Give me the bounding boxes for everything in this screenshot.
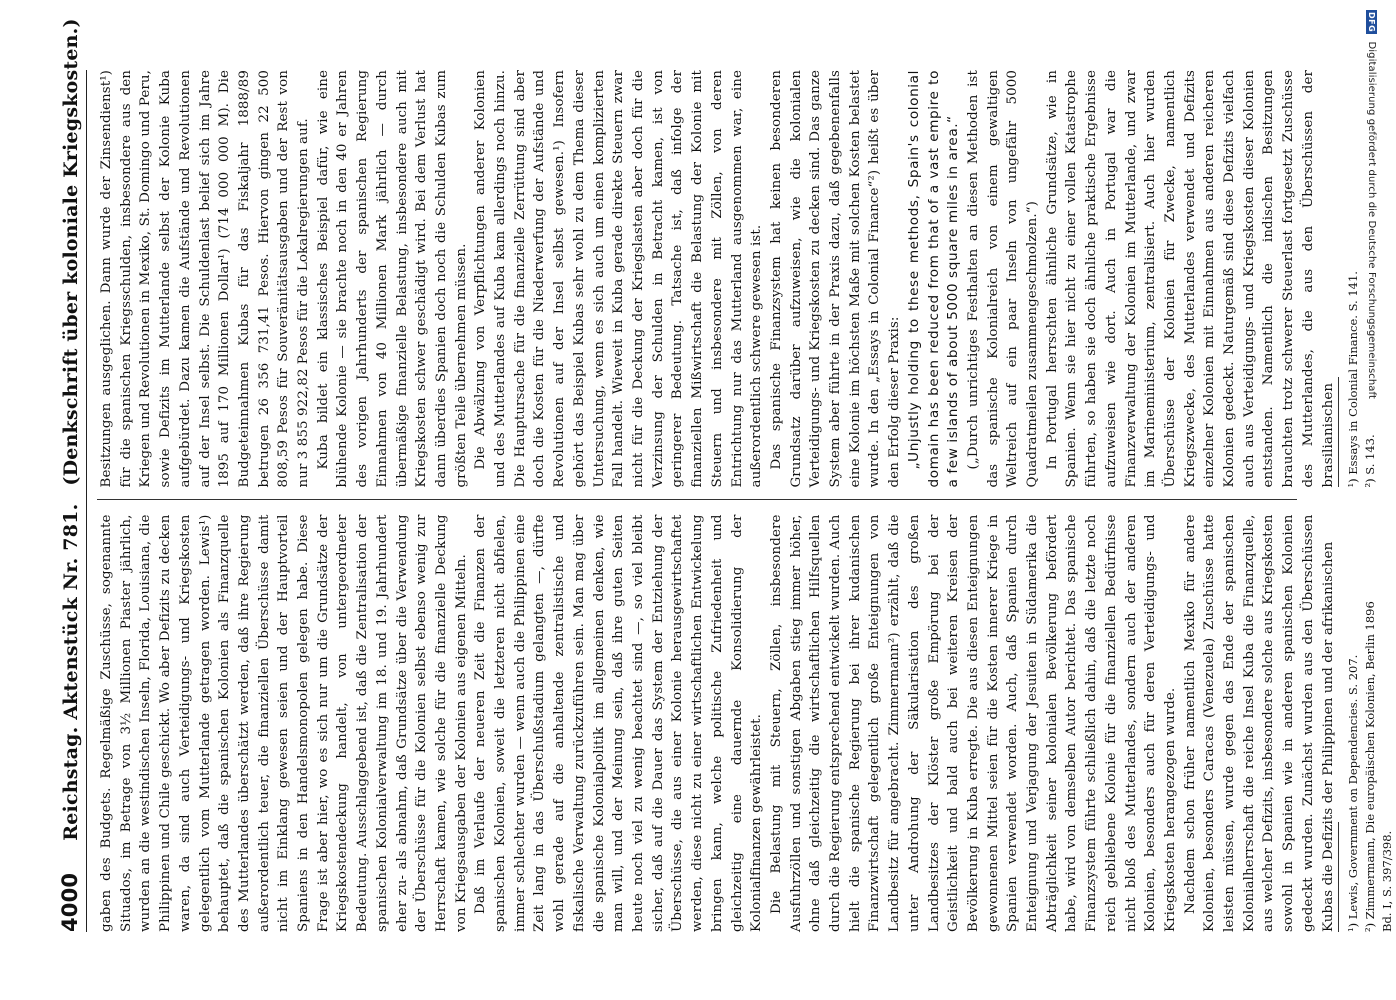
right-column-body <box>97 70 1338 488</box>
left-footnotes <box>1339 515 1396 933</box>
english-quote: „Unjustly holding to these methods, Spain's colonial domain has been reduced from that of a vast empire to a few islands of about 5000 square miles in area.“ <box>905 70 962 488</box>
footnote: ²) S. 143. <box>1363 434 1378 488</box>
paragraph: Nachdem schon früher namentlich Mexiko für andere Kolonien, besonders Caracas (Venezuela) Zuschüsse hatte leisten müssen, wurde gegen das Ende der spanischen Kolonialherrschaft die reiche Insel Kuba die Finanzquelle, aus welcher Defizits, insbesondere solche aus Kriegskosten sowohl in Spanien wie in anderen spanischen Kolonien gedeckt wurden. Zunächst wurden aus den Überschüssen Kubas die Defizits der Philippinen und der afrikanischen <box>1182 514 1336 932</box>
left-column <box>97 514 1395 933</box>
digitization-note <box>1366 10 1377 399</box>
running-title: Reichstag. Aktenstück Nr. 781. <box>60 503 82 841</box>
paragraph: Die Belastung mit Steuern, Zöllen, insbesondere Ausfuhrzöllen und sonstigen Abgaben stieg immer höher, ohne daß gleichzeitig die wirtschaftlichen Hilfsquellen durch die Regierung entsprechend entwickelt wurden. Auch hielt die spanische Regierung bei ihrer kudanischen Finanzwirtschaft gelegentlich große Enteignungen von Landbesitz für angebracht. Zimmermann²) erzählt, daß die unter Androhung der Säkularisation des großen Landbesitzes der Klöster große Empörung bei der Geistlichkeit und bald auch bei weiteren Kreisen der Bevölkerung in Kuba erregte. Die aus diesen Enteignungen gewonnenen Mittel seien für die Kosten innerer Kriege in Spanien verwendet worden. Auch, daß Spanien durch Enteignung und Verjagung der Jesuiten in Südamerika die Abträglichkeit seiner kolonialen Bevölkerung befördert habe, wird von demselben Autor berichtet. Das spanische Finanzsystem führte schließlich dahin, daß die letzte noch reich gebliebene Kolonie für die finanziellen Bedürfnisse nicht bloß des Mutterlandes, sondern auch der anderen Kolonien, besonders auch für deren Verteidigungs- und Kriegskosten herangezogen wurde. <box>768 514 1178 932</box>
footnote: ²) Zimmermann, Die europäischen Kolonien, Berlin 1896 <box>1363 601 1378 932</box>
footnote: Bd. I, S. 397/398. <box>1380 830 1395 932</box>
left-column-body <box>97 515 1338 933</box>
digitization-text: Digitalisierung gefördert durch die Deutsche Forschungsgemeinschaft <box>1366 41 1377 399</box>
paragraph: („Durch unrichtiges Festhalten an diesen Methoden ist das spanische Kolonialreich von einem gewaltigen Weltreich auf ein paar Inseln von ungefähr 5000 Quadratmeilen zusammengeschmolzen.“) <box>965 70 1041 488</box>
paragraph: Das spanische Finanzsystem hat keinen besonderen Grundsatz darüber aufzuweisen, wie die kolonialen Verteidigungs- und Kriegskosten zu decken sind. Das ganze System aber führte in der Praxis dazu, daß gegebenenfalls eine Kolonie im höchsten Maße mit solchen Kosten belastet wurde. In den „Essays in Colonial Finance“²) heißt es über den Erfolg dieser Praxis: <box>768 70 903 488</box>
footnote: ¹) Essays in Colonial Finance. S. 141. <box>1346 271 1361 488</box>
paragraph: Die Abwälzung von Verpflichtungen anderer Kolonien und des Mutterlandes auf Kuba kam allerdings noch hinzu. Die Hauptursache für die finanzielle Zerrüttung sind aber doch die Kosten für die Niederwerfung der Aufstände und Revolutionen auf der Insel selbst gewesen.¹) Insofern gehört das Beispiel Kubas sehr wohl zu dem Thema dieser Untersuchung, wenn es sich auch um einen komplizierten Fall handelt. Wieweit in Kuba gerade direkte Steuern zwar nicht für die Deckung der Kriegslasten aber doch für die Verzinsung der Schulden in Betracht kamen, ist von geringerer Bedeutung. Tatsache ist, daß infolge der finanziellen Mißwirtschaft die Belastung der Kolonie mit Steuern und insbesondere mit Zöllen, von deren Entrichtung nur das Mutterland ausgenommen war, eine außerordentlich schwere gewesen ist. <box>473 70 765 488</box>
page-number: 4000 <box>58 872 82 932</box>
footnote: ¹) Lewis, Government on Dependencies. S. 207. <box>1346 654 1361 932</box>
page-header <box>58 18 87 932</box>
paragraph: Besitzungen ausgeglichen. Dann wurde der Zinsendienst¹) für die spanischen Kriegsschulden, insbesondere aus den Kriegen und Revolutionen in Mexiko, St. Domingo und Peru, sowie Defizits im Mutterlande selbst der Kolonie Kuba aufgebürdet. Dazu kamen die Aufstände und Revolutionen auf der Insel selbst. Die Schuldenlast belief sich im Jahre 1895 auf 170 Millionen Dollar¹) (714 000 000 M). Die Budgeteinnahmen Kubas für das Fiskaljahr 1888/89 betrugen 26 356 731,41 Pesos. Hiervon gingen 22 500 808,59 Pesos für Souveränitätsausgaben und der Rest von nur 3 855 922,82 Pesos für die Lokalregierungen auf. <box>99 70 312 488</box>
paragraph: Kuba bildet ein klassisches Beispiel dafür, wie eine blühende Kolonie — sie brachte noch in den 40 er Jahren des vorigen Jahrhunderts der spanischen Regierung Einnahmen von 40 Millionen Mark jährlich — durch übermäßige finanzielle Belastung, insbesondere auch mit Kriegskosten schwer geschädigt wird. Bei dem Verlust hat dann überdies Spanien doch noch die Schulden Kubas zum größten Teile übernehmen müssen. <box>315 70 469 488</box>
paragraph: In Portugal herrschten ähnliche Grundsätze, wie in Spanien. Wenn sie hier nicht zu einer vollen Katastrophe führten, so haben sie doch ähnliche praktische Ergebnisse aufzuweisen wie dort. Auch in Portugal war die Finanzverwaltung der Kolonien im Mutterlande, und zwar im Marineministerium, zentralisiert. Auch hier wurden Überschüsse der Kolonien für Zwecke, namentlich Kriegszwecke, des Mutterlandes verwendet und Defizits einzelner Kolonien mit Einnahmen aus anderen reicheren Kolonien gedeckt. Naturgemäß sind diese Defizits vielfach auch aus Verteidigungs- und Kriegskosten dieser Kolonien entstanden. Namentlich die indischen Besitzungen brauchten trotz schwerer Steuerlast fortgesetzt Zuschüsse des Mutterlandes, die aus den Überschüssen der brasilianischen <box>1044 70 1336 488</box>
paragraph: Daß im Verlaufe der neueren Zeit die Finanzen der spanischen Kolonien, soweit die letzteren nicht abfielen, immer schlechter wurden — wenn auch die Philippinen eine Zeit lang in das Überschußstadium gelangten —, dürfte wohl gerade auf die anhaltende zentralistische und fiskalische Verwaltung zurückzuführen sein. Man mag über die spanische Kolonialpolitik im allgemeinen denken, wie man will, und der Meinung sein, daß ihre guten Seiten heute noch viel zu wenig beachtet sind —, so viel bleibt sicher, daß auf die Dauer das System der Entziehung der Überschüsse, die aus einer Kolonie herausgewirtschaftet werden, diese nicht zu einer wirtschaftlichen Entwickelung bringen kann, welche politische Zufriedenheit und gleichzeitig eine dauernde Konsolidierung der Kolonialfinanzen gewährleistet. <box>473 514 765 932</box>
document-title: (Denkschrift über koloniale Kriegskosten.) <box>60 18 82 486</box>
dfg-logo: DFG <box>1367 12 1376 33</box>
paragraph: gaben des Budgets. Regelmäßige Zuschüsse, sogenannte Situados, im Betrage von 3½ Millionen Piaster jährlich, wurden an die westindischen Inseln, Florida, Louisiana, die Philippinen und Chile geschickt. Wo aber Defizits zu decken waren, da sind auch Verteidigungs- und Kriegskosten gelegentlich vom Mutterlande getragen worden. Lewis¹) behauptet, daß die spanischen Kolonien als Finanzquelle des Mutterlandes überschätzt werden, daß ihre Regierung außerordentlich teuer, die finanziellen Überschüsse damit nicht im Einklang gewesen seien und der Hauptvorteil Spaniens in den Handelsmonopolen gelegen habe. Diese Frage ist aber hier, wo es sich nur um die Grundsätze der Kriegskostendeckung handelt, von untergeordneter Bedeutung. Ausschlaggebend ist, daß die Zentralisation der spanischen Kolonialverwaltung im 18. und 19. Jahrhundert eher zu- als abnahm, daß Grundsätze über die Verwendung der Überschüsse für die Kolonien selbst ebenso wenig zur Herrschaft kamen, wie solche für die finanzielle Deckung von Kriegsausgaben der Kolonien aus eigenen Mitteln. <box>99 514 469 932</box>
